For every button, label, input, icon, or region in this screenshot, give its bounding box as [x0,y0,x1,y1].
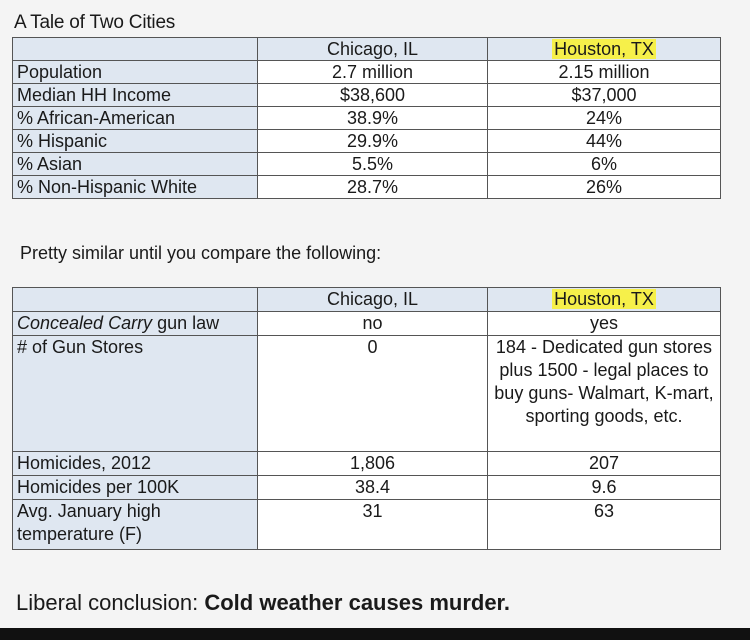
chicago-value: 31 [258,500,488,550]
header-blank-cell [13,38,258,61]
conclusion-bold: Cold weather causes murder. [204,590,511,615]
houston-value: $37,000 [488,84,721,107]
row-label: Median HH Income [13,84,258,107]
houston-value: 207 [488,452,721,476]
houston-value: 63 [488,500,721,550]
houston-value: yes [488,312,721,336]
chicago-value: 2.7 million [258,61,488,84]
page-title: A Tale of Two Cities [14,12,176,33]
table-row [13,107,721,130]
table-row [13,312,721,336]
houston-value: 24% [488,107,721,130]
header-houston [488,288,721,312]
chicago-value: 1,806 [258,452,488,476]
houston-value: 2.15 million [488,61,721,84]
header-houston [488,38,721,61]
chicago-value: 29.9% [258,130,488,153]
row-label: Population [13,61,258,84]
table-row [13,61,721,84]
row-label: % Non-Hispanic White [13,176,258,199]
guns-table [12,287,721,550]
table-row [13,452,721,476]
table-row [13,153,721,176]
table-row [13,84,721,107]
table-header-row [13,288,721,312]
table-header-row [13,38,721,61]
header-chicago: Chicago, IL [258,38,488,61]
houston-value: 26% [488,176,721,199]
table-row [13,500,721,550]
houston-value: 184 - Dedicated gun stores plus 1500 - legal places to buy guns- Walmart, K-mart, sporting goods, etc. [488,336,721,452]
houston-value: 9.6 [488,476,721,500]
row-label: % Asian [13,153,258,176]
row-label: Avg. January high temperature (F) [13,500,258,550]
houston-value: 6% [488,153,721,176]
row-label: # of Gun Stores [13,336,258,452]
table-row [13,130,721,153]
concealed-carry-rest: gun law [152,313,220,333]
chicago-value: no [258,312,488,336]
chicago-value: $38,600 [258,84,488,107]
header-blank-cell [13,288,258,312]
conclusion-prefix: Liberal conclusion: [16,590,205,615]
table-row [13,176,721,199]
chicago-value: 5.5% [258,153,488,176]
concealed-carry-italic: Concealed Carry [17,313,153,333]
bottom-border [0,628,750,640]
comparison-subtitle: Pretty similar until you compare the following: [20,243,382,263]
table-row [13,476,721,500]
demographics-table [12,37,721,199]
houston-value: 44% [488,130,721,153]
row-label: Homicides, 2012 [13,452,258,476]
chicago-value: 38.9% [258,107,488,130]
houston-highlight: Houston, TX [554,289,654,309]
row-label: % Hispanic [13,130,258,153]
houston-highlight: Houston, TX [554,39,654,59]
table-row [13,336,721,452]
conclusion [16,590,510,616]
row-label: % African-American [13,107,258,130]
chicago-value: 28.7% [258,176,488,199]
chicago-value: 38.4 [258,476,488,500]
row-label [13,312,258,336]
chicago-value: 0 [258,336,488,452]
header-chicago: Chicago, IL [258,288,488,312]
row-label: Homicides per 100K [13,476,258,500]
